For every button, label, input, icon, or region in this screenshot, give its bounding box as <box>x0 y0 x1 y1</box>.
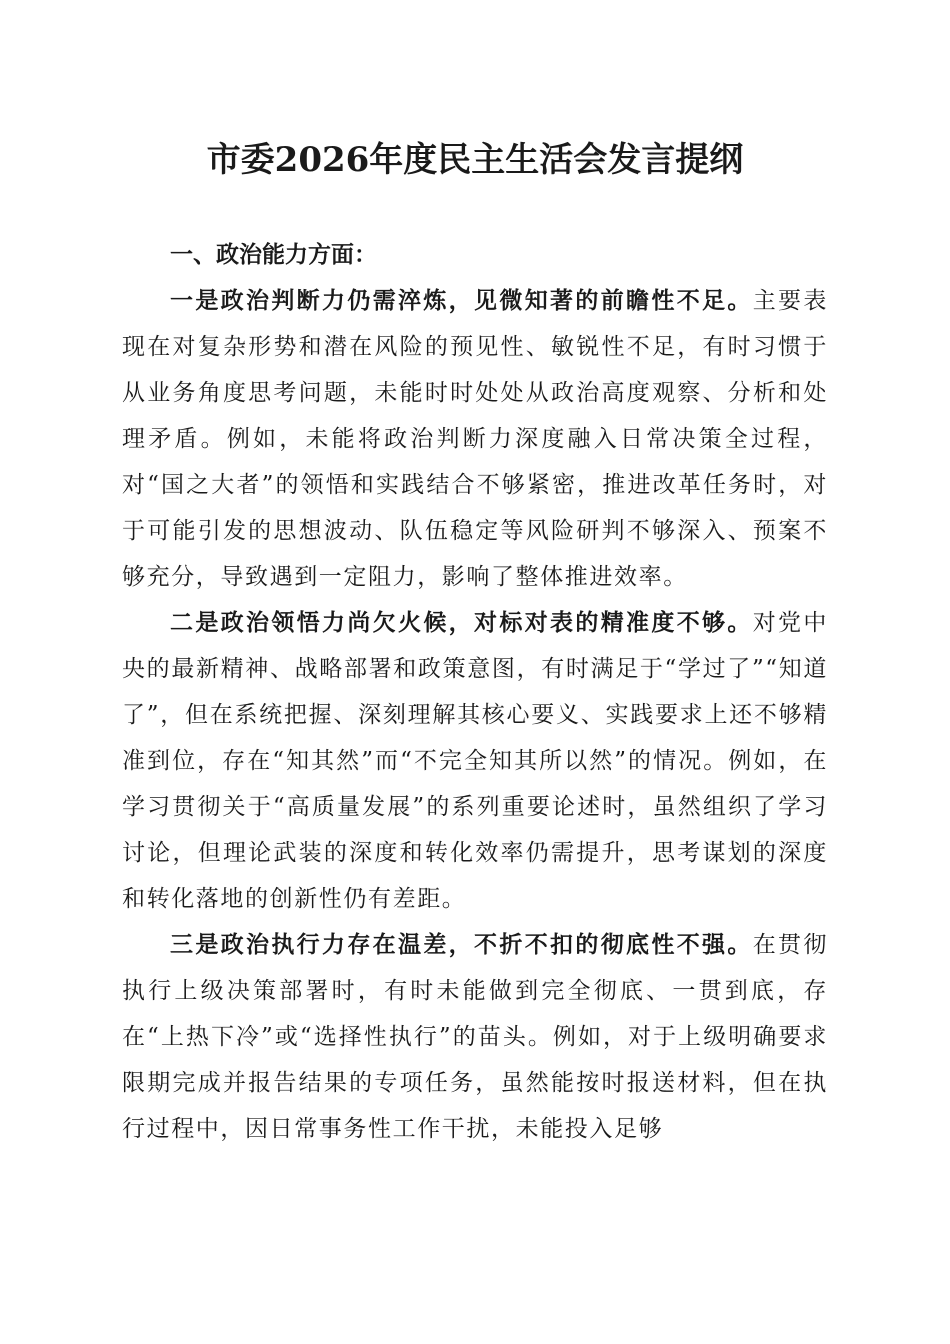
paragraph-lead: 三是政治执行力存在温差，不折不扣的彻底性不强。 <box>170 932 753 958</box>
paragraph-text: 对党中央的最新精神、战略部署和政策意图，有时满足于“学过了”“知道了”，但在系统把握、深刻理解其核心要义、实践要求上还不够精准到位，存在“知其然”而“不完全知其所以然”的情况。例如，在学习贯彻关于“高质量发展”的系列重要论述时，虽然组织了学习讨论，但理论武装的深度和转化效率仍需提升，思考谋划的深度和转化落地的创新性仍有差距。 <box>122 610 828 912</box>
paragraph-political-judgment <box>122 278 828 600</box>
paragraph-lead: 二是政治领悟力尚欠火候，对标对表的精准度不够。 <box>170 610 753 636</box>
paragraph-text: 主要表现在对复杂形势和潜在风险的预见性、敏锐性不足，有时习惯于从业务角度思考问题，未能时时处处从政治高度观察、分析和处理矛盾。例如，未能将政治判断力深度融入日常决策全过程，对“国之大者”的领悟和实践结合不够紧密，推进改革任务时，对于可能引发的思想波动、队伍稳定等风险研判不够深入、预案不够充分，导致遇到一定阻力，影响了整体推进效率。 <box>122 288 828 590</box>
document-title: 市委2026年度民主生活会发言提纲 <box>206 140 744 180</box>
document-body <box>122 232 828 1152</box>
section-heading: 一、政治能力方面： <box>170 242 377 268</box>
paragraph-political-comprehension <box>122 600 828 922</box>
paragraph-text: 在贯彻执行上级决策部署时，有时未能做到完全彻底、一贯到底，存在“上热下冷”或“选择性执行”的苗头。例如，对于上级明确要求限期完成并报告结果的专项任务，虽然能按时报送材料，但在执行过程中，因日常事务性工作干扰，未能投入足够 <box>122 932 828 1142</box>
paragraph-political-execution <box>122 922 828 1152</box>
paragraph-lead: 一是政治判断力仍需淬炼，见微知著的前瞻性不足。 <box>170 288 753 314</box>
